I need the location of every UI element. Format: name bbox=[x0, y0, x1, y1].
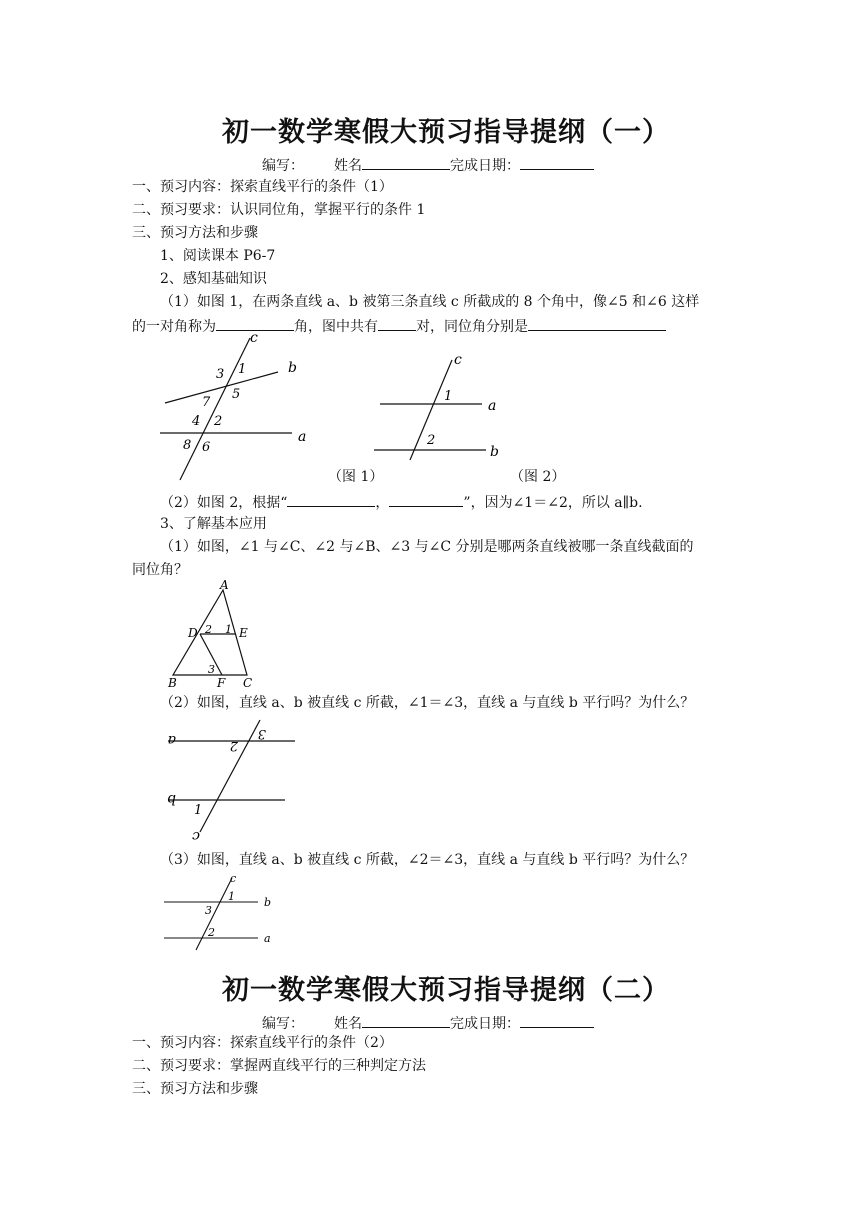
tri-label-b: B bbox=[168, 676, 177, 690]
fig1-angle-7: 7 bbox=[202, 395, 211, 410]
section2-title: 初一数学寒假大预习指导提纲（二） bbox=[222, 975, 670, 1006]
angle-pairs-blank[interactable] bbox=[528, 316, 666, 331]
fig1-label-c: c bbox=[250, 330, 258, 346]
q1-text-a: 的一对角称为 bbox=[132, 319, 216, 335]
date-blank[interactable] bbox=[520, 155, 594, 170]
fig1-angle-5: 5 bbox=[232, 387, 241, 402]
q2-text-c: ”，因为∠1＝∠2，所以 a∥b. bbox=[463, 495, 643, 511]
fig5-line-c bbox=[196, 878, 232, 950]
fig4-label-a: a bbox=[167, 732, 176, 748]
name-label: 姓名 bbox=[334, 158, 362, 174]
reason-blank-1[interactable] bbox=[287, 492, 375, 507]
section2-requirement: 二、预习要求：掌握两直线平行的三种判定方法 bbox=[132, 1058, 426, 1074]
fig1-angle-8: 8 bbox=[183, 438, 192, 453]
name-label-2: 姓名 bbox=[334, 1016, 362, 1032]
figure-1-caption: （图 1） bbox=[328, 469, 384, 485]
tri-label-a: A bbox=[220, 578, 229, 592]
section1-title: 初一数学寒假大预习指导提纲（一） bbox=[222, 117, 670, 148]
figure-2 bbox=[370, 350, 510, 465]
section2-method: 三、预习方法和步骤 bbox=[132, 1081, 258, 1097]
q2-text-b: ， bbox=[375, 495, 390, 511]
fig5-label-a: a bbox=[264, 932, 271, 945]
reason-blank-2[interactable] bbox=[389, 492, 463, 507]
fig2-label-b: b bbox=[490, 444, 499, 460]
preview-method: 三、预习方法和步骤 bbox=[132, 225, 258, 241]
date-label: 完成日期： bbox=[450, 158, 520, 174]
fig1-angle-3: 3 bbox=[216, 367, 225, 382]
question-1-line1: （1）如图 1，在两条直线 a、b 被第三条直线 c 所截成的 8 个角中，像∠5 和∠6 这样 bbox=[160, 294, 700, 310]
question-2 bbox=[160, 492, 643, 512]
fig4-angle-1: 1 bbox=[194, 803, 203, 818]
fig1-angle-1: 1 bbox=[238, 362, 247, 377]
editor-label: 编写： bbox=[262, 158, 304, 174]
q2-text-a: （2）如图 2，根据“ bbox=[160, 495, 288, 511]
step-2: 2、感知基础知识 bbox=[160, 271, 267, 287]
fig5-angle-1: 1 bbox=[228, 890, 235, 903]
fig4-line-c bbox=[200, 720, 260, 832]
fig5-angle-2: 2 bbox=[208, 926, 215, 939]
fig5-label-c: c bbox=[230, 872, 237, 885]
fig4-label-b: b bbox=[167, 791, 176, 807]
application-2: （2）如图，直线 a、b 被直线 c 所截，∠1＝∠3，直线 a 与直线 b 平行吗？为什么？ bbox=[160, 695, 695, 711]
application-1-line1: （1）如图，∠1 与∠C、∠2 与∠B、∠3 与∠C 分别是哪两条直线被哪一条直线截面的 bbox=[160, 539, 694, 555]
application-1-line2: 同位角？ bbox=[132, 562, 188, 578]
step-1: 1、阅读课本 P6-7 bbox=[160, 248, 276, 264]
figure-2-caption: （图 2） bbox=[510, 469, 566, 485]
tri-label-c: C bbox=[243, 676, 253, 690]
fig5-angle-3: 3 bbox=[205, 904, 212, 917]
tri-label-f: F bbox=[217, 676, 226, 690]
pair-count-blank[interactable] bbox=[378, 316, 416, 331]
triangle-figure bbox=[165, 580, 265, 690]
editor-label-2: 编写： bbox=[262, 1016, 304, 1032]
date-blank-2[interactable] bbox=[520, 1013, 594, 1028]
tri-angle-3: 3 bbox=[208, 663, 215, 676]
section2-meta bbox=[262, 1013, 594, 1033]
q1-text-c: 对，同位角分别是 bbox=[416, 319, 528, 335]
fig2-angle-2: 2 bbox=[427, 433, 436, 448]
fig1-label-b: b bbox=[288, 360, 297, 376]
fig1-angle-6: 6 bbox=[202, 440, 211, 455]
section2-content: 一、预习内容：探索直线平行的条件（2） bbox=[132, 1035, 393, 1051]
date-label-2: 完成日期： bbox=[450, 1016, 520, 1032]
figure-1 bbox=[150, 330, 330, 490]
name-blank-2[interactable] bbox=[362, 1013, 450, 1028]
tri-label-e: E bbox=[239, 626, 248, 640]
figure-4 bbox=[160, 720, 310, 845]
fig4-angle-2: 2 bbox=[229, 738, 238, 753]
preview-content: 一、预习内容：探索直线平行的条件（1） bbox=[132, 179, 393, 195]
fig4-angle-3: 3 bbox=[257, 726, 266, 741]
preview-requirement: 二、预习要求：认识同位角，掌握平行的条件 1 bbox=[132, 202, 426, 218]
tri-angle-1: 1 bbox=[225, 623, 232, 636]
fig5-label-b: b bbox=[264, 896, 272, 909]
tri-angle-2: 2 bbox=[205, 623, 212, 636]
fig1-angle-4: 4 bbox=[192, 414, 201, 429]
fig1-line-c bbox=[180, 338, 250, 480]
section1-meta bbox=[262, 155, 594, 175]
fig2-label-a: a bbox=[488, 398, 497, 414]
fig1-angle-2: 2 bbox=[214, 414, 223, 429]
fig4-label-c: c bbox=[192, 828, 200, 844]
name-blank[interactable] bbox=[362, 155, 450, 170]
application-3: （3）如图，直线 a、b 被直线 c 所截，∠2＝∠3，直线 a 与直线 b 平行吗？为什么？ bbox=[160, 852, 695, 868]
fig1-label-a: a bbox=[298, 429, 307, 445]
figure-5 bbox=[160, 872, 290, 952]
q1-text-b: 角，图中共有 bbox=[294, 319, 378, 335]
fig2-angle-1: 1 bbox=[444, 389, 453, 404]
tri-label-d: D bbox=[188, 626, 198, 640]
fig2-label-c: c bbox=[454, 352, 462, 368]
step-3: 3、了解基本应用 bbox=[160, 516, 267, 532]
angle-name-blank[interactable] bbox=[216, 316, 294, 331]
